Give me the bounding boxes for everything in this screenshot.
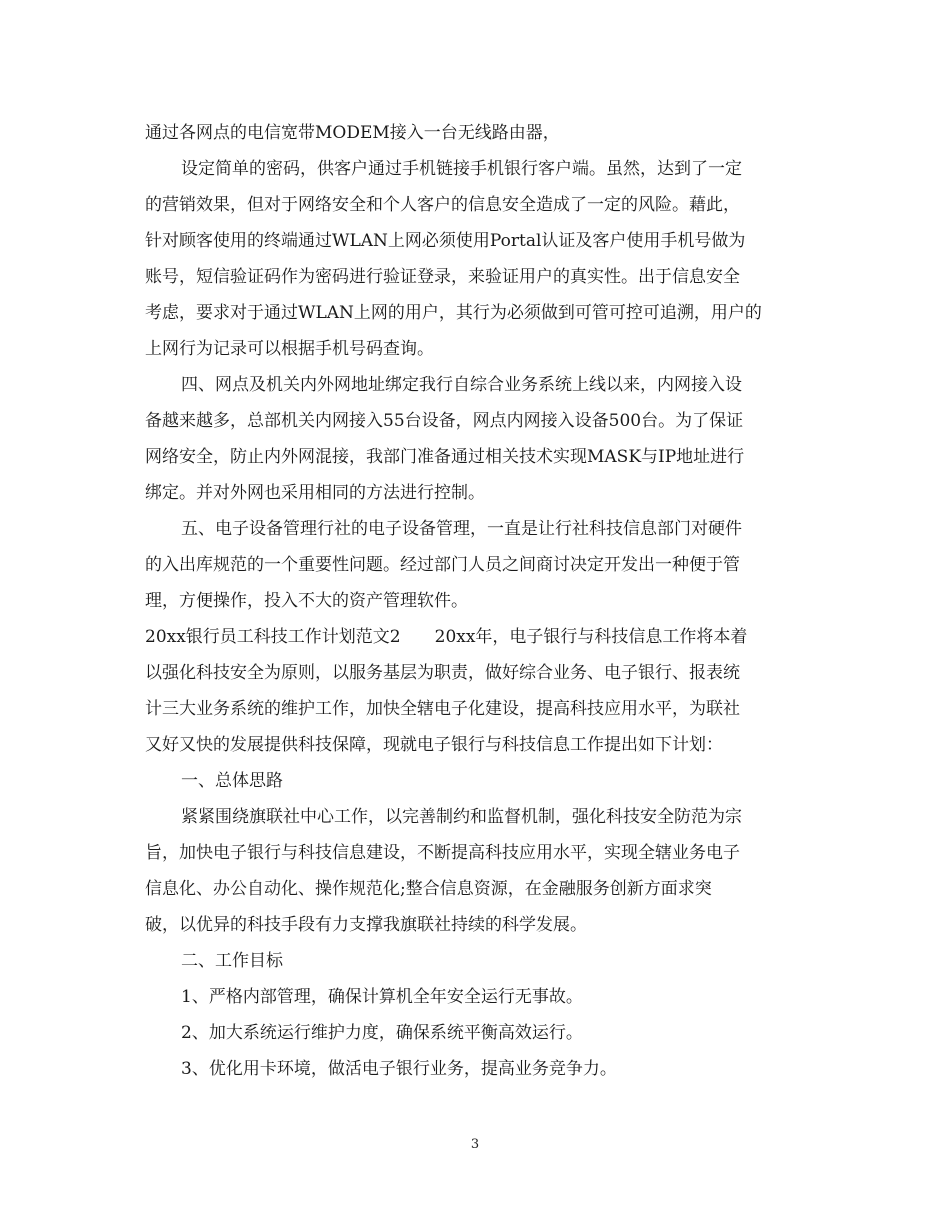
text-line: 账号，短信验证码作为密码进行验证登录，来验证用户的真实性。出于信息安全 (145, 267, 740, 287)
document-body (145, 115, 810, 1087)
text-line: 二、工作目标 (181, 951, 283, 971)
text-line: 备越来越多，总部机关内网接入55台设备，网点内网接入设备500台。为了保证 (145, 411, 744, 431)
text-line: 的入出库规范的一个重要性问题。经过部门人员之间商讨决定开发出一种便于管 (145, 555, 740, 575)
page-number: 3 (470, 1137, 480, 1152)
text-line: 紧紧围绕旗联社中心工作，以完善制约和监督机制，强化科技安全防范为宗 (181, 807, 742, 827)
text-line: 又好又快的发展提供科技保障，现就电子银行与科技信息工作提出如下计划： (145, 735, 723, 755)
text-line: 考虑，要求对于通过WLAN上网的用户，其行为必须做到可管可控可追溯，用户的 (145, 303, 762, 323)
text-line: 通过各网点的电信宽带MODEM接入一台无线路由器， (145, 123, 560, 143)
text-line: 五、电子设备管理行社的电子设备管理，一直是让行社科技信息部门对硬件 (181, 519, 742, 539)
text-line: 针对顾客使用的终端通过WLAN上网必须使用Portal认证及客户使用手机号做为 (145, 231, 746, 251)
text-line: 绑定。并对外网也采用相同的方法进行控制。 (145, 483, 485, 503)
text-line: 的营销效果，但对于网络安全和个人客户的信息安全造成了一定的风险。藉此， (145, 195, 740, 215)
text-line: 以强化科技安全为原则，以服务基层为职责，做好综合业务、电子银行、报表统 (145, 663, 740, 683)
text-line: 计三大业务系统的维护工作，加快全辖电子化建设，提高科技应用水平，为联社 (145, 699, 740, 719)
text-line: 理，方便操作，投入不大的资产管理软件。 (145, 591, 468, 611)
text-line: 设定简单的密码，供客户通过手机链接手机银行客户端。虽然，达到了一定 (181, 159, 742, 179)
text-line: 破，以优异的科技手段有力支撑我旗联社持续的科学发展。 (145, 915, 587, 935)
text-line: 信息化、办公自动化、操作规范化;整合信息资源，在金融服务创新方面求突 (145, 879, 712, 899)
text-line: 上网行为记录可以根据手机号码查询。 (145, 339, 434, 359)
text-line: 网络安全，防止内外网混接，我部门准备通过相关技术实现MASK与IP地址进行 (145, 447, 745, 467)
text-line: 20xx银行员工科技工作计划范文2 20xx年，电子银行与科技信息工作将本着 (145, 627, 748, 647)
text-line: 2、加大系统运行维护力度，确保系统平衡高效运行。 (181, 1023, 583, 1043)
text-line: 四、网点及机关内外网地址绑定我行自综合业务系统上线以来，内网接入设 (181, 375, 742, 395)
text-line: 旨，加快电子银行与科技信息建设，不断提高科技应用水平，实现全辖业务电子 (145, 843, 740, 863)
text-line: 一、总体思路 (181, 771, 283, 791)
text-line: 1、严格内部管理，确保计算机全年安全运行无事故。 (181, 987, 583, 1007)
text-line: 3、优化用卡环境，做活电子银行业务，提高业务竞争力。 (181, 1059, 617, 1079)
